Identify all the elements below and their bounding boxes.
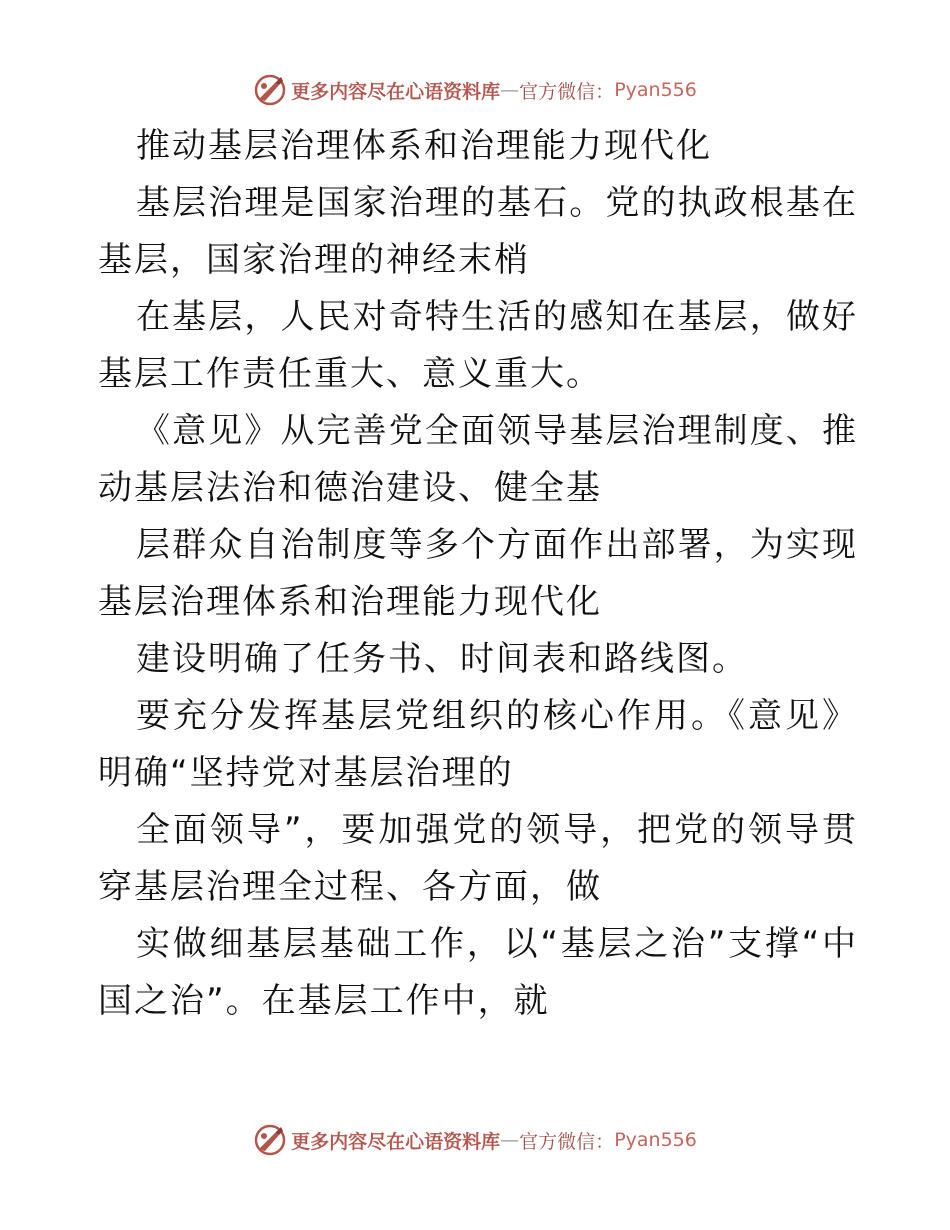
paragraph: 在基层，人民对奇特生活的感知在基层，做好基层工作责任重大、意义重大。 (98, 297, 858, 394)
paragraph: 《意见》从完善党全面领导基层治理制度、推动基层法治和德治建设、健全基 (98, 411, 858, 508)
brand-logo-icon (253, 73, 287, 107)
paragraph: 全面领导”，要加强党的领导，把党的领导贯穿基层治理全过程、各方面，做 (98, 810, 858, 907)
paragraph: 实做细基层基础工作，以“基层之治”支撑“中国之治”。在基层工作中，就 (98, 924, 858, 1021)
document-body (98, 118, 858, 1030)
banner-dash: — (500, 1129, 520, 1151)
banner-label: 官方微信： (519, 1130, 615, 1153)
footer-banner (0, 1120, 950, 1160)
paragraph: 要充分发挥基层党组织的核心作用。《意见》明确“坚持党对基层治理的 (98, 696, 858, 793)
paragraph: 建设明确了任务书、时间表和路线图。 (136, 639, 748, 679)
banner-title: 更多内容尽在心语资料库 (291, 80, 501, 103)
paragraph: 层群众自治制度等多个方面作出部署，为实现基层治理体系和治理能力现代化 (98, 525, 858, 622)
banner-title: 更多内容尽在心语资料库 (291, 1130, 501, 1153)
banner-label: 官方微信： (519, 80, 615, 103)
banner-wechat-id: Pyan556 (614, 1129, 697, 1151)
paragraph: 推动基层治理体系和治理能力现代化 (136, 126, 712, 166)
paragraph: 基层治理是国家治理的基石。党的执政根基在基层，国家治理的神经末梢 (98, 183, 858, 280)
brand-logo-icon (253, 1123, 287, 1157)
banner-wechat-id: Pyan556 (614, 79, 697, 101)
header-banner (0, 70, 950, 110)
banner-dash: — (500, 79, 520, 101)
